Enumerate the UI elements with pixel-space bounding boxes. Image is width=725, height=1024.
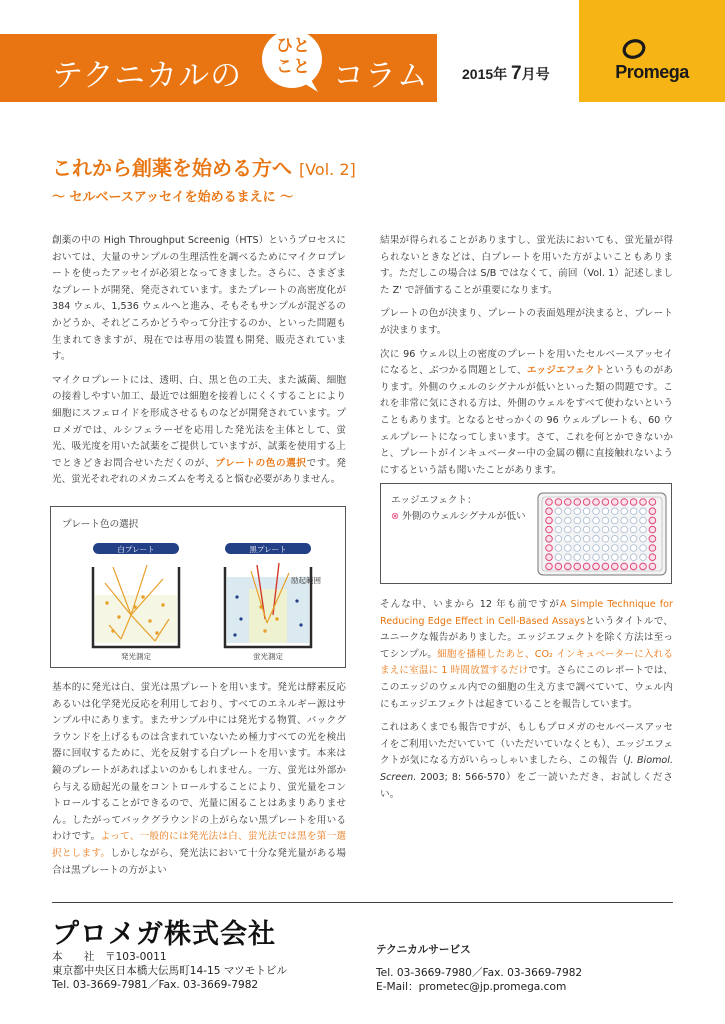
bubble-text: [268, 36, 318, 78]
address-line: 東京都中央区日本橋大伝馬町14-15 マツモトビル: [52, 965, 288, 977]
inner-well: [574, 517, 581, 524]
right-column-bottom: [380, 597, 673, 810]
black-plate-label: 黒プレート: [249, 545, 287, 554]
inner-well: [555, 526, 562, 533]
text-span: 次に 96 ウェル以上の密度のプレートを用いたセルベースアッセイになると、ぶつかる問題として、: [380, 348, 673, 377]
paragraph: [380, 597, 673, 713]
outer-well: [649, 554, 656, 561]
highlight-text: 細胞を播種したあと、CO₂ インキュベーターに入れるまえに室温に 1 時間放置するだけ: [380, 648, 674, 677]
issue-year: 2015: [462, 66, 494, 82]
paragraph: [380, 720, 673, 803]
inner-well: [583, 545, 590, 552]
inner-well: [612, 554, 619, 561]
fluorescence-caption: 蛍光測定: [253, 652, 283, 661]
text-span: マイクロプレートには、透明、白、黒と色の工夫、また滅菌、細胞の接着しやすい加工、最近では細胞を接着しにくくすることにより細胞にスフェロイドを形成させるものなどが開発されています。プロメガでは、ルシフェラーゼを応用した発光法を主体として、蛍光、吸光度を用いた試薬をご提供していますが、試薬を使用する上でときどきお問合せいただくのが、: [52, 374, 346, 469]
paragraph: プレートの色が決まり、プレートの表面処理が決まると、プレートが決まります。: [380, 308, 673, 336]
inner-well: [612, 526, 619, 533]
outer-well: [649, 517, 656, 524]
outer-well: [621, 499, 628, 506]
inner-well: [630, 545, 637, 552]
inner-well: [574, 554, 581, 561]
figure-title: プレート色の選択: [62, 519, 139, 530]
figure-subtitle: [391, 508, 526, 522]
text-span: 基本的に発光は白、蛍光は黒プレートを用います。発光は酵素反応あるいは化学発光反応を利用しており、すべてのエネルギー源はサンプル中にあります。またサンプル中には発光する物質、バックグラウンドを上げるものは含まれていないため極力すべての光を検出器に回収するために、光を反射する白プレートを用います。本来は鏡のプレートがあればよいのかもしれません。一方、蛍光は外部から与える励起光の量をコントロールすることにより、蛍光量をコントロールすることができるので、光量に困ることはあまりありません。したがってバックグラウンドの上がらない黒プレートを用いるわけです。: [52, 682, 346, 843]
plate-diagram: [51, 507, 345, 667]
inner-well: [630, 508, 637, 515]
inner-well: [640, 536, 647, 543]
text-span: です。発光、蛍光それぞれのメカニズムを考えると悩む必要がありません。: [52, 457, 346, 486]
outer-well: [649, 536, 656, 543]
outer-well: [649, 499, 656, 506]
inner-well: [612, 545, 619, 552]
inner-well: [640, 526, 647, 533]
inner-well: [565, 554, 572, 561]
bubble-line-1: ひと: [276, 36, 310, 56]
inner-well: [555, 508, 562, 515]
outer-well: [630, 499, 637, 506]
promega-logo-box: [579, 0, 725, 102]
outer-well: [546, 526, 553, 533]
left-column-top: [52, 233, 346, 496]
footer-divider: [52, 902, 673, 903]
inner-well: [583, 536, 590, 543]
inner-well: [621, 526, 628, 533]
promega-logo-text: Promega: [615, 62, 689, 82]
reference-title: A Simple Technique for Reducing Edge Effect in Cell-Based Assays: [380, 599, 673, 627]
article-title-text: これから創薬を始める方へ: [52, 156, 292, 180]
outer-well: [593, 499, 600, 506]
paragraph: 創薬の中の High Throughput Screenig（HTS）というプロセスにおいては、大量のサンプルの生理活性を調べるためにマイクロプレートを使ったアッセイが必須となってきました。さらに、さまざまなプレートが開発、発売されています。またプレートの高密度化が 384 ウェル、1,536 ウェルへと進み、そもそもサンプルが混ざるのかどうか、それどころかどうやって分注するのか、といった問題も生まれてきますが、現在では専用の装置も開発、販売されています。: [52, 235, 346, 363]
paragraph: [380, 347, 673, 480]
outer-well: [621, 563, 628, 570]
inner-well: [602, 526, 609, 533]
outer-well: [630, 563, 637, 570]
outer-well: [546, 563, 553, 570]
outer-well: [593, 563, 600, 570]
inner-well: [602, 545, 609, 552]
issue-year-suffix: 年: [493, 66, 508, 82]
inner-well: [565, 536, 572, 543]
inner-well: [630, 517, 637, 524]
text-span: というタイトルで、ユニークな報告がありました。エッジエフェクトを除く方法は至ってシンプル。: [380, 615, 673, 660]
outer-well: [649, 545, 656, 552]
inner-well: [593, 517, 600, 524]
outer-well: [546, 517, 553, 524]
outer-well: [640, 563, 647, 570]
outer-well: [583, 499, 590, 506]
article-volume: [Vol. 2]: [298, 160, 356, 179]
inner-well: [621, 554, 628, 561]
inner-well: [574, 526, 581, 533]
issue-date: [462, 63, 550, 85]
outer-well: [546, 536, 553, 543]
outer-well: [574, 563, 581, 570]
inner-well: [612, 517, 619, 524]
white-plate-label: 白プレート: [117, 545, 155, 554]
inner-well: [574, 536, 581, 543]
outer-well: [640, 499, 647, 506]
outer-well: [546, 554, 553, 561]
company-name: プロメガ株式会社: [52, 919, 276, 950]
inner-well: [621, 536, 628, 543]
outer-well: [602, 499, 609, 506]
inner-well: [555, 536, 562, 543]
inner-well: [612, 536, 619, 543]
address-line: 本 社 〒103-0011: [52, 951, 167, 963]
text-span: これはあくまでも報告ですが、もしもプロメガのセルベースアッセイをご利用いただいていて（いただいていなくとも）、エッジエフェクトが気になる方がいらっしゃいましたら、この報告（: [380, 722, 673, 767]
technical-service-phone: Tel. 03-3669-7980／Fax. 03-3669-7982: [376, 966, 583, 979]
technical-service-heading: テクニカルサービス: [376, 944, 471, 956]
article-title: [52, 152, 356, 181]
inner-well: [583, 554, 590, 561]
inner-well: [574, 508, 581, 515]
text-span: というものがあります。外側のウェルのシグナルが低いといった類の問題です。これを非常に気にされる方は、外側のウェルをすべて使わないということもあります。となるとせっかくの 96 ウェルプレートも、60 ウェルプレートになってしまいます。さて、これを何とかできないかと、プレートがインキュベーター中の金属の棚に直接触れないようにするという話も聞いたことがあります。: [380, 365, 674, 476]
outer-well: [555, 563, 562, 570]
text-span: です。さらにこのレポートでは、このエッジのウェル内での細胞の生え方まで調べていて、ウェル内にもエッジエフェクトは起きていることを報告しています。: [380, 665, 674, 710]
paragraph: [52, 373, 346, 489]
inner-well: [602, 508, 609, 515]
inner-well: [565, 526, 572, 533]
outer-well: [546, 508, 553, 515]
inner-well: [574, 545, 581, 552]
inner-well: [630, 554, 637, 561]
inner-well: [555, 545, 562, 552]
outer-well: [565, 563, 572, 570]
text-span: しかしながら、発光法において十分な発光量がある場合は黒プレートの方がよい: [52, 847, 346, 876]
outer-well: [583, 563, 590, 570]
luminescence-caption: 発光測定: [121, 652, 151, 661]
inner-well: [640, 517, 647, 524]
text-span: そんな中、いまから 12 年も前ですが: [380, 599, 560, 610]
outer-well: [546, 499, 553, 506]
inner-well: [630, 536, 637, 543]
figure-subtitle-text: 外側のウェルシグナルが低い: [402, 511, 526, 522]
excitation-range-label: 励起範囲: [291, 576, 321, 585]
address-phone: Tel. 03-3669-7981／Fax. 03-3669-7982: [52, 979, 259, 991]
inner-well: [555, 554, 562, 561]
inner-well: [640, 554, 647, 561]
x-circle-icon: ⊗: [391, 511, 400, 522]
column-title-right: コラム: [333, 58, 429, 94]
inner-well: [621, 508, 628, 515]
article-subtitle: 〜 セルベースアッセイを始めるまえに 〜: [52, 190, 294, 205]
highlight-text: よって、一般的には発光法は白、蛍光法では黒を第一選択とします。: [52, 831, 346, 859]
inner-well: [621, 545, 628, 552]
technical-service-contact: [376, 943, 582, 995]
outer-well: [612, 499, 619, 506]
inner-well: [612, 508, 619, 515]
edge-effect-figure: [380, 483, 672, 584]
bubble-line-2: こと: [276, 57, 310, 77]
outer-well: [602, 563, 609, 570]
96-well-plate-diagram: [537, 492, 667, 576]
inner-well: [593, 554, 600, 561]
inner-well: [565, 508, 572, 515]
inner-well: [640, 508, 647, 515]
technical-service-email: E-Mail：prometec@jp.promega.com: [376, 981, 567, 994]
highlight-text: エッジエフェクト: [526, 365, 605, 377]
outer-well: [649, 563, 656, 570]
outer-well: [649, 508, 656, 515]
text-span: 2003; 8: 566-570）をご一読いただき、お試しください。: [380, 771, 673, 800]
issue-month: 7: [511, 63, 522, 84]
inner-well: [593, 508, 600, 515]
plate-color-figure: [50, 506, 346, 668]
outer-well: [565, 499, 572, 506]
outer-well: [649, 526, 656, 533]
inner-well: [565, 545, 572, 552]
outer-well: [574, 499, 581, 506]
inner-well: [583, 508, 590, 515]
inner-well: [602, 517, 609, 524]
inner-well: [583, 526, 590, 533]
paragraph: 結果が得られることがありますし、蛍光法においても、蛍光量が得られないときなどは、白プレートを用いた方がよいこともあります。ただしこの場合は S/B ではなくて、前回（Vol. 1）記述しました Z' で評価することが重要になります。: [380, 235, 673, 296]
column-title-left: テクニカルの: [52, 58, 243, 94]
inner-well: [630, 526, 637, 533]
inner-well: [621, 517, 628, 524]
inner-well: [565, 517, 572, 524]
inner-well: [555, 517, 562, 524]
inner-well: [640, 545, 647, 552]
inner-well: [593, 536, 600, 543]
figure-title: エッジエフェクト：: [391, 495, 477, 506]
promega-logo-icon: [622, 37, 646, 61]
inner-well: [602, 536, 609, 543]
outer-well: [612, 563, 619, 570]
head-office-address: [52, 950, 287, 992]
inner-well: [583, 517, 590, 524]
outer-well: [546, 545, 553, 552]
paragraph: [52, 680, 346, 879]
inner-well: [593, 545, 600, 552]
issue-month-suffix: 月号: [521, 66, 550, 82]
inner-well: [602, 554, 609, 561]
journal-citation: J. Biomol. Screen.: [380, 755, 673, 783]
inner-well: [593, 526, 600, 533]
highlight-text: プレートの色の選択: [215, 457, 307, 469]
outer-well: [555, 499, 562, 506]
right-column-top: [380, 233, 673, 486]
left-column-bottom: [52, 680, 346, 886]
